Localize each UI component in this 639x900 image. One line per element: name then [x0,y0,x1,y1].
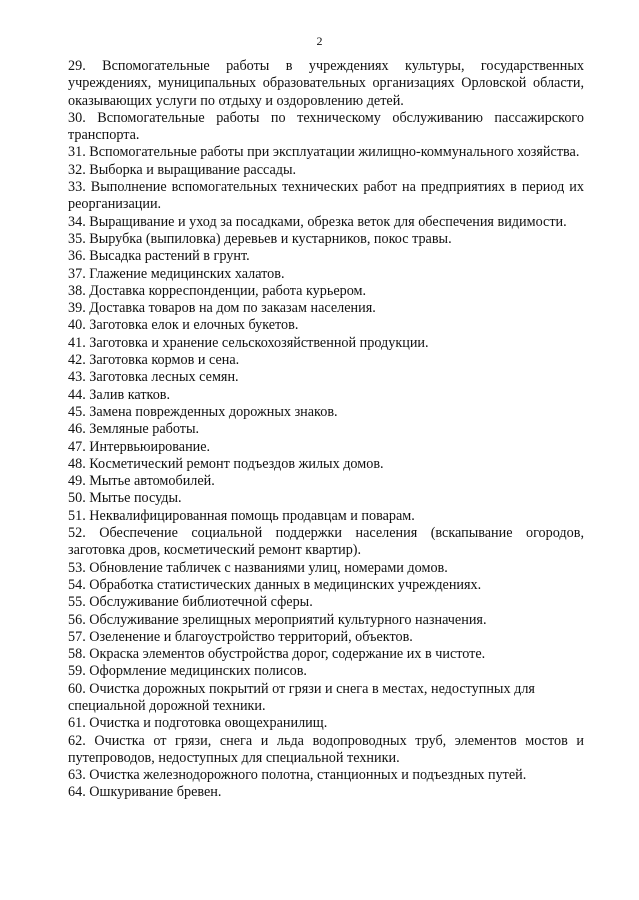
list-item: 30. Вспомогательные работы по техническому обслуживанию пассажирского транспорта. [68,109,584,144]
list-item: 41. Заготовка и хранение сельскохозяйственной продукции. [68,334,429,351]
list-item: 61. Очистка и подготовка овощехранилищ. [68,715,328,732]
list-item: 49. Мытье автомобилей. [68,473,215,490]
list-item: 34. Выращивание и уход за посадками, обрезка веток для обеспечения видимости. [68,213,567,230]
list-item: 43. Заготовка лесных семян. [68,369,239,386]
page-number: 2 [316,34,323,48]
list-item: 53. Обновление табличек с названиями улиц, номерами домов. [68,559,448,576]
list-item: 52. Обеспечение социальной поддержки населения (вскапывание огородов, заготовка дров, косметический ремонт квартир). [68,525,584,559]
list-item: 62. Очистка от грязи, снега и льда водопроводных труб, элементов мостов и путепроводов, недоступных для специальной техники. [68,732,584,766]
list-item: 31. Вспомогательные работы при эксплуатации жилищно-коммунального хозяйства. [68,144,580,161]
list-item: 59. Оформление медицинских полисов. [68,663,307,680]
list-item: 64. Ошкуривание бревен. [68,784,222,801]
list-item: 48. Косметический ремонт подъездов жилых домов. [68,455,384,472]
list-item: 38. Доставка корреспонденции, работа курьером. [68,282,367,299]
list-item: 37. Глажение медицинских халатов. [68,265,285,282]
list-item: 42. Заготовка кормов и сена. [68,352,240,369]
list-item: 56. Обслуживание зрелищных мероприятий культурного назначения. [68,611,487,628]
list-item: 46. Земляные работы. [68,421,200,438]
list-item: 36. Высадка растений в грунт. [68,248,250,265]
list-item: 33. Выполнение вспомогательных технических работ на предприятиях в период их реорганизации. [68,179,584,213]
list-item: 45. Замена поврежденных дорожных знаков. [68,403,338,420]
list-item: 54. Обработка статистических данных в медицинских учреждениях. [68,576,482,593]
list-item: 32. Выборка и выращивание рассады. [68,161,297,178]
list-item: 58. Окраска элементов обустройства дорог, содержание их в чистоте. [68,646,486,663]
list-item: 63. Очистка железнодорожного полотна, станционных и подъездных путей. [68,767,527,784]
list-item: 44. Залив катков. [68,386,171,403]
list-item: 60. Очистка дорожных покрытий от грязи и снега в местах, недоступных для специальной дорожной техники. [68,680,535,714]
work-list [68,58,584,802]
list-item: 35. Вырубка (выпиловка) деревьев и кустарников, покос травы. [68,230,452,247]
list-item: 40. Заготовка елок и елочных букетов. [68,317,299,334]
list-item: 47. Интервьюирование. [68,438,211,455]
list-item: 50. Мытье посуды. [68,490,182,507]
list-item: 55. Обслуживание библиотечной сферы. [68,594,313,611]
list-item: 39. Доставка товаров на дом по заказам населения. [68,300,376,317]
list-item: 29. Вспомогательные работы в учреждениях культуры, государственных учреждениях, муниципальных образовательных организациях Орловской области, оказывающих услуги по отдыху и оздоровлению детей. [68,58,584,109]
list-item: 57. Озеленение и благоустройство территорий, объектов. [68,628,413,645]
list-item: 51. Неквалифицированная помощь продавцам и поварам. [68,507,415,524]
